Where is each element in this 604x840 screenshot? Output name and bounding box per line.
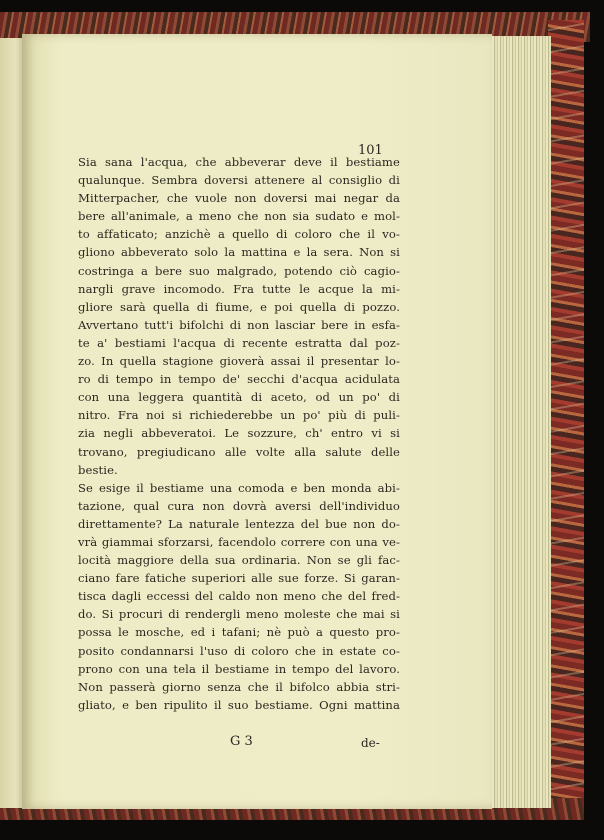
book-page: [22, 34, 492, 809]
text-line: direttamente? La naturale lentezza del bue non do-: [78, 516, 400, 531]
text-line: zo. In quella stagione gioverà assai il presentar lo-: [78, 354, 400, 369]
text-line: con una leggera quantità di aceto, od un po' di: [78, 390, 400, 405]
text-line: Mitterpacher, che vuole non doversi mai negar da: [78, 191, 400, 206]
text-line: Avvertano tutt'i bifolchi di non lasciar bere in esfa-: [78, 317, 400, 332]
text-line: Se esige il bestiame una comoda e ben monda abi-: [78, 480, 400, 495]
text-line: nitro. Fra noi si richiederebbe un po' più di puli-: [78, 408, 400, 423]
text-line: trovano, pregiudicano alle volte alla salute delle: [78, 444, 400, 459]
text-line: zia negli abbeveratoi. Le sozzure, ch' entro vi si: [78, 426, 400, 441]
text-line: possa le mosche, ed i tafani; nè può a questo pro-: [78, 625, 400, 640]
text-line: nargli grave incomodo. Fra tutte le acque la mi-: [78, 281, 400, 296]
text-line: prono con una tela il bestiame in tempo del lavoro.: [78, 661, 400, 676]
text-line: gliato, e ben ripulito il suo bestiame. Ogni mattina: [78, 697, 400, 712]
page-number: 101: [358, 143, 383, 158]
text-line: gliore sarà quella di fiume, e poi quella di pozzo.: [78, 299, 400, 314]
text-line: ciano fare fatiche superiori alle sue forze. Si garan-: [78, 571, 400, 586]
text-line: locità maggiore della sua ordinaria. Non se gli fac-: [78, 553, 400, 568]
text-line: vrà giammai sforzarsi, facendolo correre con una ve-: [78, 534, 400, 549]
catchword: de-: [361, 736, 380, 750]
text-line: to affaticato; anzichè a quello di coloro che il vo-: [78, 227, 400, 242]
signature-mark: G 3: [230, 734, 253, 749]
marbled-edge-right: [548, 20, 584, 810]
text-line: gliono abbeverato solo la mattina e la sera. Non si: [78, 245, 400, 260]
text-line: te a' bestiami l'acqua di recente estratta dal poz-: [78, 335, 400, 350]
text-line: Sia sana l'acqua, che abbeverar deve il bestiame: [78, 155, 400, 169]
text-line: ro di tempo in tempo de' secchi d'acqua acidulata: [78, 372, 400, 387]
paragraph-1: [60, 153, 400, 479]
text-line: posito condannarsi l'uso di coloro che in estate co-: [78, 643, 400, 658]
text-line: tazione, qual cura non dovrà aversi dell'individuo: [78, 498, 400, 513]
text-line: bere all'animale, a meno che non sia sudato e mol-: [78, 209, 400, 224]
text-line: costringa a bere suo malgrado, potendo ciò cagio-: [78, 263, 400, 278]
page-stack-edges: [488, 36, 551, 808]
text-line: Non passerà giorno senza che il bifolco abbia stri-: [78, 679, 400, 694]
text-line: bestie.: [78, 462, 118, 477]
text-line: qualunque. Sembra doversi attenere al consiglio di: [78, 173, 400, 188]
paragraph-2: [60, 479, 400, 714]
body-text: [60, 114, 400, 714]
text-line: do. Si procuri di rendergli meno moleste che mai si: [78, 607, 400, 622]
text-line: tisca dagli eccessi del caldo non meno che del fred-: [78, 589, 400, 604]
